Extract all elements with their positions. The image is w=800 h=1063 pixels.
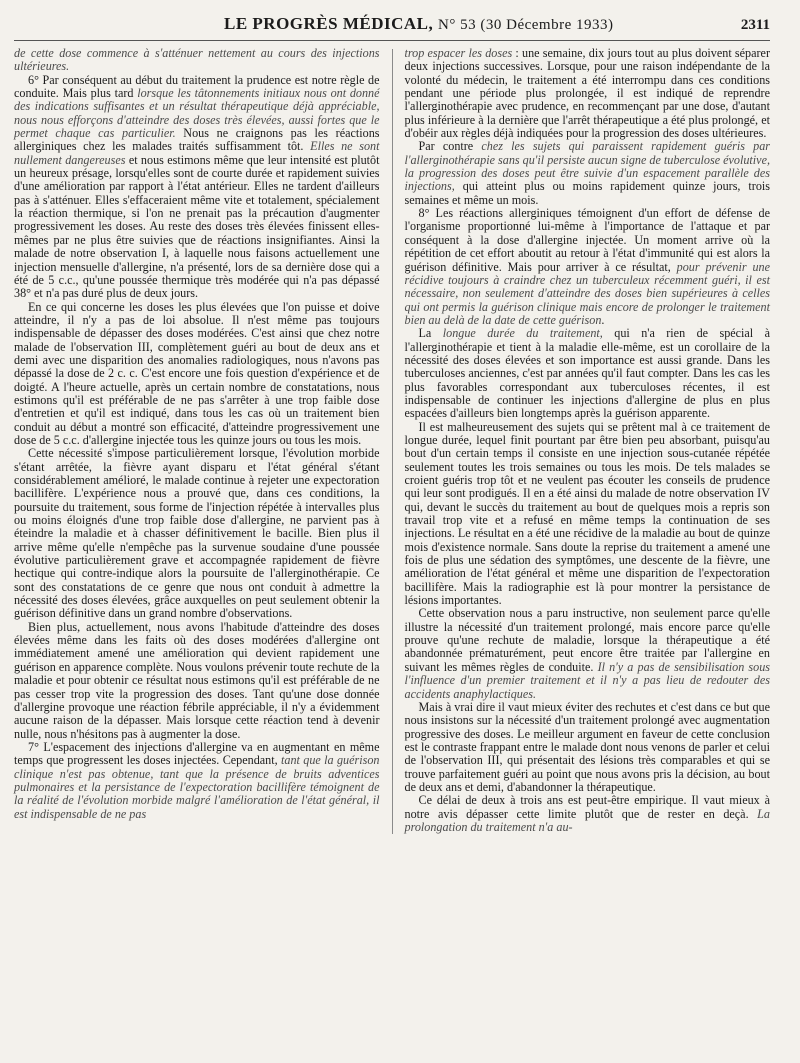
paragraph [405, 47, 771, 140]
paragraph [14, 447, 380, 620]
italic-text: chez les sujets qui paraissent rapidement guéris par l'allerginothérapie sans qu'il persiste aucun signe de tuberculose évolutive, la progression des doses peut être suivie d'un espacement parallèle des injections, [404, 139, 770, 194]
body-text: Nous ne craignons pas les réactions allerginiques chez les malades traités suffisamment tôt. [14, 126, 380, 154]
paragraph [405, 207, 771, 327]
body-text: En ce qui concerne les doses les plus élevées que l'on puisse et doive atteindre, il n'y a pas de loi absolue. Il n'est même pas toujours indispensable de dépasser des doses modérées. C'est ainsi que chez notre malade de l'observation III, complètement guéri au bout de deux ans et demi avec une disparition des anomalies radiologiques, nous n'avons pas dépassé la dose de 2 c. c. C'est encore une fois question d'expérience et de doigté. A l'heure actuelle, après un certain nombre de constatations, nous estimons qu'il est préférable de ne pas s'arrêter à une trop faible dose d'entretien et qu'il est indiqué, dans tous les cas où un traitement bien conduit au début a montré son efficacité, d'atteindre progressivement une dose de 5 c.c. d'allergine injectée tous les quinze jours ou tous les mois. [14, 299, 380, 447]
paragraph [14, 47, 380, 74]
journal-name: LE PROGRÈS MÉDICAL, [224, 14, 434, 33]
body-text: qui atteint plus ou moins rapidement quinze jours, trois semaines et même un mois. [404, 179, 770, 207]
body-text: : une semaine, dix jours tout au plus doivent séparer deux injections successives. Lorsque, pour une raison indépendante de la volonté du médecin, le traitement a été interrompu dans ces conditions pendant une période plus prolongée, il est indiqué de reprendre l'allerginothérapie avec prudence, en recommençant par une dose, d'autant plus inférieure à la dernière que l'arrêt thérapeutique a été plus prolongé, et d'obéir aux règles déjà indiquées pour la progression des doses ultérieures. [404, 46, 770, 141]
journal-title [224, 14, 613, 34]
body-text: 8° Les réactions allerginiques témoignent d'un effort de défense de l'organisme proportionné lui-même à l'importance de l'attaque et par conséquent à la dose d'allergine injectée. Un moment arrive où la répétition de cet effort aboutit au retour à l'état d'immunité qui est alors la guérison définitive. Mais pour arriver à ce résultat, [404, 206, 770, 274]
body-text: qui n'a rien de spécial à l'allerginothérapie et tient à la maladie elle-même, est un corollaire de la nécessité des doses élevées et son importance est aussi grande. Dans les tuberculoses anciennes, c'est par années qu'il faut compter. Dans les cas les plus favorables correspondant aux tuberculoses récentes, il est indispensable de continuer les injections d'allergine de plus en plus espacées d'ailleurs bien longtemps après la guérison apparente. [404, 326, 770, 421]
paragraph [405, 607, 771, 700]
body-text: Mais à vrai dire il vaut mieux éviter des rechutes et c'est dans ce but que nous insistons sur la nécessité d'un traitement prolongé avec augmentation progressive des doses. Le meilleur argument en faveur de cette conclusion est le contraste frappant entre le malade dont nous venons de parler et celui de l'observation III, qui présentait des lésions très comparables et qui se trouve parfaitement guéri au point que nous avons pris la décision, au bout de deux ans et demi, d'abandonner la thérapeutique. [404, 699, 770, 794]
right-column [405, 47, 771, 834]
body-text: Bien plus, actuellement, nous avons l'habitude d'atteindre des doses élevées même dans les faits où des doses modérées d'allergine ont immédiatement amené une amélioration qui devient rapidement une guérison en apparence complète. Nous voulons prévenir toute rechute de la maladie et pour obtenir ce résultat nous estimons qu'il est préférable de ne pas cesser trop vite la progression des doses. Tant qu'une dose donnée d'allergine provoque une réaction fébrile appréciable, il n'y a évidemment aucune raison de la dépasser. Mais lorsque cette réaction tend à devenir nulle, nous n'hésitons pas à augmenter la dose. [14, 619, 380, 741]
body-text: La [418, 326, 443, 341]
body-text: 7° L'espacement des injections d'allergine va en augmentant en même temps que progressent les doses injectées. Cependant, [14, 739, 380, 768]
paragraph [405, 140, 771, 207]
italic-text: longue durée du traitement, [442, 326, 603, 341]
paragraph [14, 621, 380, 741]
paragraph [14, 301, 380, 448]
body-text: . [601, 312, 605, 327]
page-header [14, 14, 770, 41]
italic-text: trop espacer les doses [404, 46, 513, 60]
paragraph [405, 794, 771, 834]
body-text: et nous estimons même que leur intensité est plutôt un heureux présage, lorsqu'elles sont de courte durée et rapidement suivies d'une amélioration par rapport à l'état antérieur. Elles ne tardent d'ailleurs pas à s'atténuer. Elles s'effaceraient même vite et totalement, spécialement la réaction thermique, si l'on ne prenait pas la précaution d'augmenter progressivement les doses. Au reste des doses très élevées finissent elles-mêmes par ne plus être suivies que de réactions insignifiantes. Ainsi la malade de notre observation I, à laquelle nous faisons actuellement une injection mensuelle d'allergine, n'a présenté, lors de sa dernière dose qui a été de 5 c.c., qu'une poussée thermique très modérée qui n'a pas dépassé 38° et n'a pas duré plus de deux jours. [14, 152, 380, 301]
paragraph [14, 74, 380, 301]
left-column [14, 47, 380, 834]
body-text: Ce délai de deux à trois ans est peut-être empirique. Il vaut mieux à notre avis dépasser cette limite plutôt que de rester en deçà. [404, 793, 770, 821]
column-divider [392, 49, 393, 834]
paragraph [405, 327, 771, 420]
italic-text: pour prévenir une récidive toujours à craindre chez un tuberculeux récemment guéri, il est nécessaire, non seulement d'atteindre des doses bien supérieures à celles qui ont permis la guérison clinique mais encore de prolonger le traitement bien au delà de la date de cette guérison [404, 259, 770, 327]
page-number: 2311 [740, 17, 770, 33]
paragraph [14, 741, 380, 821]
italic-text: La prolongation du traitement n'a au- [404, 806, 770, 834]
body-text: Cette observation nous a paru instructive, non seulement parce qu'elle illustre la nécessité d'un traitement prolongé, mais encore parce qu'elle prouve qu'une rechute de maladie, lorsque la thérapeutique a été abandonnée prématurément, peut encore être traitée par l'allergine en suivant les mêmes règles de conduite. [404, 606, 770, 674]
issue-info: N° 53 (30 Décembre 1933) [438, 17, 614, 33]
italic-text: de cette dose commence à s'atténuer nettement au cours des injections ultérieures. [14, 46, 380, 74]
italic-text: tant que la guérison clinique n'est pas obtenue, tant que la présence de bruits adventices pulmonaires et la persistance de l'expectoration bacillifère témoignent de la réalité de l'évolution morbide malgré l'amélioration de l'état général, il est indispensable de ne pas [14, 753, 380, 821]
body-text: Il est malheureusement des sujets qui se prêtent mal à ce traitement de longue durée, lequel finit pourtant par être bien peu absorbant, puisqu'au bout d'un certain temps il consiste en une injection sous-cutanée répétée seulement toutes les trois semaines ou tous les mois. De tels malades se croient guéris trop tôt et ne veulent pas écouter les conseils de prudence qui leur sont prodigués. Il en a été ainsi du malade de notre observation IV qui, devant le succès du traitement au bout de quelques mois a repris son travail trop vite et a refusé en même temps la continuation de ses injections. Le résultat en a été une récidive de la maladie au bout de quinze mois d'existence normale. Sans doute la reprise du traitement a amené une fois de plus une sédation des symptômes, une descente de la fièvre, une amélioration de l'état général et même une disparition de l'expectoration bacillifère. Mais la radiographie est là pour montrer la persistance de lésions importantes. [404, 419, 770, 608]
paragraph [405, 421, 771, 608]
italic-text: Elles ne sont nullement dangereuses [14, 139, 380, 167]
paragraph [405, 701, 771, 794]
body-text: 6° Par conséquent au début du traitement la prudence est notre règle de conduite. Mais plus tard [14, 72, 380, 101]
text-columns [14, 41, 770, 834]
body-text: Par contre [418, 139, 482, 154]
italic-text: lorsque les tâtonnements initiaux nous ont donné des indications suffisantes et un résultat thérapeutique déjà appréciable, nous nous efforçons d'atteindre des doses très élevées, aussi fortes que le permet chaque cas particulier. [14, 86, 380, 141]
italic-text: Il n'y a pas de sensibilisation sous l'influence d'un premier traitement et il n'y a pas lieu de redouter des accidents anaphylactiques. [404, 659, 770, 701]
body-text: Cette nécessité s'impose particulièrement lorsque, l'évolution morbide s'étant arrêtée, la fièvre ayant disparu et l'état général s'étant considérablement amélioré, le malade continue à rejeter une expectoration bacillifère. L'expérience nous a prouvé que, dans ces conditions, la poursuite du traitement, sous forme de l'injection répétée à intervalles plus ou moins éloignés d'une trop faible dose d'allergine, ne parvient pas à éteindre la maladie et à chasser définitivement le bacille. Bien plus il arrive même qu'elle n'empêche pas la survenue soudaine d'une poussée évolutive particulièrement grave et accompagnée rapidement de fièvre hectique qui contre-indique alors la poursuite de l'allerginothérapie. Ce sont des constatations de ce genre que nous ont conduit à admettre la nécessité des doses élevées, grâce auxquelles on peut seulement obtenir la guérison définitive dans un grand nombre d'observations. [14, 446, 380, 621]
